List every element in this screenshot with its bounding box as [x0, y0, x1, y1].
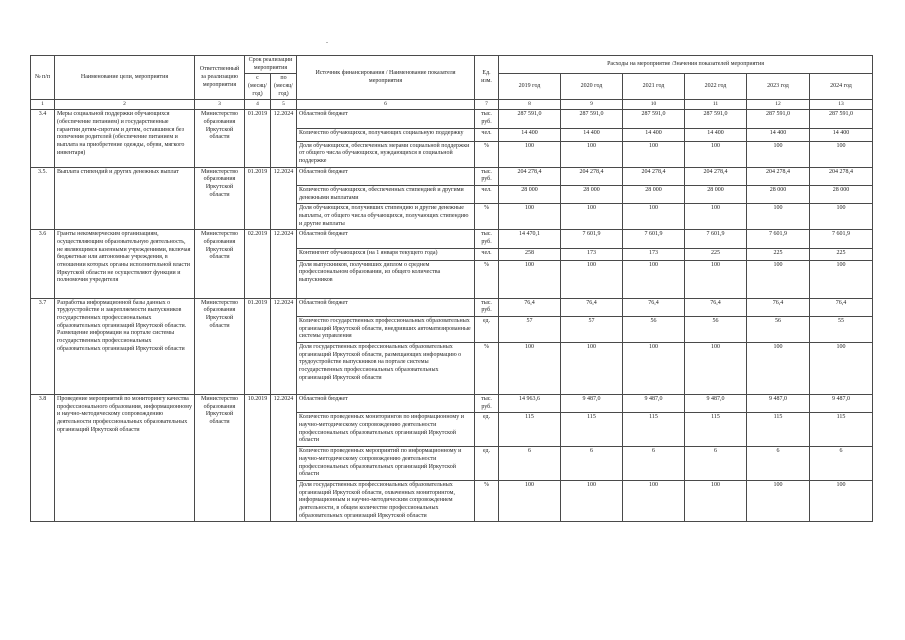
- year-value-cell: 6: [499, 447, 561, 481]
- header-expenses: Расходы на мероприятие /Значения показателей мероприятия: [499, 56, 873, 74]
- year-value-cell: 100: [499, 204, 561, 230]
- indicator-label: Доля государственных профессиональных образовательных организаций Иркутской области, размещающих информацию о трудоустройстве выпускников на портале системы государственных профессиональных образовательных организаций Иркутской области: [297, 343, 475, 395]
- year-value-cell: 287 591,0: [685, 110, 747, 128]
- year-value-cell: 100: [499, 260, 561, 298]
- year-value-cell: 100: [747, 141, 810, 167]
- year-value-cell: 100: [685, 141, 747, 167]
- year-value-cell: 100: [499, 480, 561, 521]
- indicator-label: Доля выпускников, получивших диплом о среднем профессиональном образовании, из общего количества выпускников: [297, 260, 475, 298]
- year-value-cell: 100: [561, 480, 623, 521]
- measure-name: Выплата стипендий и других денежных выплат: [55, 167, 195, 230]
- year-value-cell: 7 601,9: [561, 230, 623, 248]
- indicator-unit: %: [475, 343, 499, 395]
- measure-responsible: Министерство образования Иркутской области: [195, 110, 245, 167]
- table-row: [31, 298, 873, 316]
- year-value-cell: 7 601,9: [685, 230, 747, 248]
- year-value-cell: 76,4: [499, 298, 561, 316]
- year-value-cell: 115: [623, 413, 685, 447]
- year-value-cell: 204 278,4: [810, 167, 873, 185]
- year-value-cell: 9 487,0: [685, 395, 747, 413]
- year-value-cell: 115: [499, 413, 561, 447]
- year-value-cell: 9 487,0: [810, 395, 873, 413]
- header-responsible: Ответственный за реализацию мероприятия: [195, 56, 245, 100]
- indicator-unit: %: [475, 260, 499, 298]
- measure-number: 3.8: [31, 395, 55, 522]
- year-value-cell: 9 487,0: [623, 395, 685, 413]
- table-row: [31, 110, 873, 128]
- indicator-unit: ед.: [475, 447, 499, 481]
- measure-number: 3.5.: [31, 167, 55, 230]
- indicator-unit: %: [475, 480, 499, 521]
- year-value-cell: 100: [685, 343, 747, 395]
- measure-start: 02.2019: [245, 230, 271, 298]
- measure-name: Разработка информационной базы данных о трудоустройстве и закрепляемости выпускников государственных профессиональных образовательных организаций Иркутской области. Размещение информации на портале системы государственных профессиональных образовательных организаций Иркутской области: [55, 298, 195, 394]
- indicator-label: Областной бюджет: [297, 230, 475, 248]
- year-value-cell: 76,4: [623, 298, 685, 316]
- column-number: 12: [747, 100, 810, 110]
- column-number: 2: [55, 100, 195, 110]
- year-value-cell: 100: [685, 204, 747, 230]
- year-value-cell: 28 000: [561, 186, 623, 204]
- year-value-cell: 76,4: [685, 298, 747, 316]
- year-value-cell: 100: [747, 343, 810, 395]
- year-value-cell: 28 000: [685, 186, 747, 204]
- year-value-cell: 225: [685, 248, 747, 260]
- year-value-cell: 14 400: [561, 128, 623, 141]
- column-number: 8: [499, 100, 561, 110]
- measure-end: 12.2024: [271, 230, 297, 298]
- year-value-cell: 204 278,4: [747, 167, 810, 185]
- column-number: 1: [31, 100, 55, 110]
- year-value-cell: 287 591,0: [747, 110, 810, 128]
- year-value-cell: 100: [747, 260, 810, 298]
- indicator-unit: ед.: [475, 317, 499, 343]
- year-value-cell: 100: [810, 141, 873, 167]
- table-row: [31, 167, 873, 185]
- column-number: 13: [810, 100, 873, 110]
- year-value-cell: 28 000: [747, 186, 810, 204]
- measure-number: 3.7: [31, 298, 55, 394]
- measure-end: 12.2024: [271, 298, 297, 394]
- header-year: 2022 год: [685, 74, 747, 100]
- measure-end: 12.2024: [271, 167, 297, 230]
- measure-name: Меры социальной поддержки обучающихся (обеспечение питанием) и государственные гарантии детям-сиротам и детям, оставшимся без попечения родителей (обеспечение питанием и выплата на приобретение одежды, обуви, мягкого инвентаря): [55, 110, 195, 167]
- year-value-cell: 100: [561, 260, 623, 298]
- header-year: 2020 год: [561, 74, 623, 100]
- column-number: 7: [475, 100, 499, 110]
- year-value-cell: 115: [810, 413, 873, 447]
- year-value-cell: 287 591,0: [810, 110, 873, 128]
- measure-start: 01.2019: [245, 298, 271, 394]
- year-value-cell: 100: [685, 480, 747, 521]
- indicator-label: Количество обучающихся, обеспеченных стипендией и другими денежными выплатами: [297, 186, 475, 204]
- indicator-label: Доля государственных профессиональных образовательных организаций Иркутской области, охваченных мониторингом, информационным и научно-методическим сопровождением деятельности, в общем количестве профессиональных образовательных организаций Иркутской области: [297, 480, 475, 521]
- year-value-cell: 100: [810, 260, 873, 298]
- indicator-label: Количество проведенных мероприятий по информационному и научно-методическому сопровождению деятельности профессиональных образовательных организаций Иркутской области: [297, 447, 475, 481]
- indicator-unit: чел.: [475, 128, 499, 141]
- measure-responsible: Министерство образования Иркутской области: [195, 298, 245, 394]
- measure-end: 12.2024: [271, 110, 297, 167]
- measures-table-wrapper: [30, 55, 873, 522]
- year-value-cell: 100: [810, 343, 873, 395]
- header-year: 2019 год: [499, 74, 561, 100]
- column-number: 9: [561, 100, 623, 110]
- indicator-unit: тыс. руб.: [475, 167, 499, 185]
- indicator-unit: тыс. руб.: [475, 110, 499, 128]
- year-value-cell: 225: [747, 248, 810, 260]
- measure-responsible: Министерство образования Иркутской области: [195, 230, 245, 298]
- table-row: [31, 395, 873, 413]
- year-value-cell: 100: [561, 343, 623, 395]
- column-number: 11: [685, 100, 747, 110]
- year-value-cell: 100: [623, 141, 685, 167]
- year-value-cell: 14 963,6: [499, 395, 561, 413]
- year-value-cell: 287 591,0: [561, 110, 623, 128]
- column-number-row: [31, 100, 873, 110]
- column-number: 10: [623, 100, 685, 110]
- year-value-cell: 204 278,4: [623, 167, 685, 185]
- year-value-cell: 28 000: [499, 186, 561, 204]
- header-year: 2024 год: [810, 74, 873, 100]
- indicator-label: Количество проведенных мониторингов по информационному и научно-методическому сопровождению деятельности профессиональных образовательных организаций Иркутской области: [297, 413, 475, 447]
- measure-start: 01.2019: [245, 110, 271, 167]
- indicator-unit: тыс. руб.: [475, 230, 499, 248]
- measure-responsible: Министерство образования Иркутской области: [195, 167, 245, 230]
- year-value-cell: 56: [747, 317, 810, 343]
- year-value-cell: 7 601,9: [623, 230, 685, 248]
- year-value-cell: 14 400: [499, 128, 561, 141]
- year-value-cell: 100: [561, 141, 623, 167]
- column-number: 6: [297, 100, 475, 110]
- column-number: 3: [195, 100, 245, 110]
- year-value-cell: 115: [561, 413, 623, 447]
- year-value-cell: 6: [623, 447, 685, 481]
- measure-name: Гранты некоммерческим организациям, осуществляющим образовательную деятельность, не являющимся казенными учреждениями, включая бюджетные или автономные учреждения, в отношении которых органы исполнительной власти Иркутской области не осуществляют функции и полномочия учредителя: [55, 230, 195, 298]
- year-value-cell: 76,4: [561, 298, 623, 316]
- measure-start: 01.2019: [245, 167, 271, 230]
- year-value-cell: 173: [561, 248, 623, 260]
- year-value-cell: 76,4: [747, 298, 810, 316]
- column-number: 5: [271, 100, 297, 110]
- year-value-cell: 100: [499, 343, 561, 395]
- indicator-unit: %: [475, 204, 499, 230]
- header-period-from: с (месяц/ год): [245, 74, 271, 100]
- year-value-cell: 76,4: [810, 298, 873, 316]
- header-num: № п/п: [31, 56, 55, 100]
- year-value-cell: 204 278,4: [685, 167, 747, 185]
- header-period-to: по (месяц/ год): [271, 74, 297, 100]
- header-source: Источник финансирования / Наименование показателя мероприятия: [297, 56, 475, 100]
- indicator-label: Доля обучающихся, получивших стипендию и другие денежные выплаты, от общего числа обучающихся, получающих стипендию и другие выплаты: [297, 204, 475, 230]
- indicator-label: Контингент обучающихся (на 1 января текущего года): [297, 248, 475, 260]
- header-year: 2023 год: [747, 74, 810, 100]
- year-value-cell: 14 400: [810, 128, 873, 141]
- year-value-cell: 14 400: [623, 128, 685, 141]
- year-value-cell: 9 487,0: [561, 395, 623, 413]
- year-value-cell: 204 278,4: [561, 167, 623, 185]
- year-value-cell: 100: [561, 204, 623, 230]
- year-value-cell: 100: [623, 343, 685, 395]
- header-year: 2021 год: [623, 74, 685, 100]
- year-value-cell: 115: [685, 413, 747, 447]
- table-body: [31, 110, 873, 522]
- year-value-cell: 7 601,9: [810, 230, 873, 248]
- measure-start: 10.2019: [245, 395, 271, 522]
- year-value-cell: 100: [499, 141, 561, 167]
- year-value-cell: 115: [747, 413, 810, 447]
- indicator-label: Областной бюджет: [297, 298, 475, 316]
- measures-table: [30, 55, 873, 522]
- year-value-cell: 258: [499, 248, 561, 260]
- indicator-label: Количество государственных профессиональных образовательных организаций Иркутской области, внедривших автоматизированные системы управления: [297, 317, 475, 343]
- year-value-cell: 100: [747, 480, 810, 521]
- table-row: [31, 230, 873, 248]
- year-value-cell: 7 601,9: [747, 230, 810, 248]
- year-value-cell: 56: [623, 317, 685, 343]
- year-value-cell: 100: [747, 204, 810, 230]
- year-value-cell: 57: [499, 317, 561, 343]
- year-value-cell: 225: [810, 248, 873, 260]
- year-value-cell: 100: [810, 204, 873, 230]
- column-number: 4: [245, 100, 271, 110]
- measure-number: 3.6: [31, 230, 55, 298]
- year-value-cell: 173: [623, 248, 685, 260]
- year-value-cell: 287 591,0: [499, 110, 561, 128]
- indicator-unit: чел.: [475, 248, 499, 260]
- year-value-cell: 100: [685, 260, 747, 298]
- indicator-unit: %: [475, 141, 499, 167]
- year-value-cell: 6: [561, 447, 623, 481]
- year-value-cell: 55: [810, 317, 873, 343]
- measure-responsible: Министерство образования Иркутской области: [195, 395, 245, 522]
- year-value-cell: 287 591,0: [623, 110, 685, 128]
- measure-number: 3.4: [31, 110, 55, 167]
- year-value-cell: 14 470,1: [499, 230, 561, 248]
- indicator-label: Областной бюджет: [297, 395, 475, 413]
- year-value-cell: 100: [623, 260, 685, 298]
- header-unit: Ед. изм.: [475, 56, 499, 100]
- year-value-cell: 28 000: [810, 186, 873, 204]
- measure-end: 12.2024: [271, 395, 297, 522]
- year-value-cell: 9 487,0: [747, 395, 810, 413]
- header-name: Наименование цели, мероприятия: [55, 56, 195, 100]
- year-value-cell: 57: [561, 317, 623, 343]
- year-value-cell: 14 400: [685, 128, 747, 141]
- table-header: [31, 56, 873, 110]
- year-value-cell: 6: [685, 447, 747, 481]
- year-value-cell: 6: [747, 447, 810, 481]
- year-value-cell: 204 278,4: [499, 167, 561, 185]
- measure-name: Проведение мероприятий по мониторингу качества профессионального образования, информационному и научно-методическому сопровождению деятельности профессиональных образовательных организаций Иркутской области: [55, 395, 195, 522]
- year-value-cell: 100: [810, 480, 873, 521]
- indicator-unit: тыс. руб.: [475, 298, 499, 316]
- year-value-cell: 56: [685, 317, 747, 343]
- year-value-cell: 28 000: [623, 186, 685, 204]
- year-value-cell: 100: [623, 204, 685, 230]
- indicator-label: Количество обучающихся, получающих социальную поддержку: [297, 128, 475, 141]
- indicator-unit: тыс. руб.: [475, 395, 499, 413]
- indicator-label: Областной бюджет: [297, 110, 475, 128]
- year-value-cell: 14 400: [747, 128, 810, 141]
- indicator-unit: чел.: [475, 186, 499, 204]
- page-mark: .: [326, 36, 328, 45]
- header-period: Срок реализации мероприятия: [245, 56, 297, 74]
- year-value-cell: 6: [810, 447, 873, 481]
- indicator-label: Областной бюджет: [297, 167, 475, 185]
- indicator-label: Доля обучающихся, обеспеченных мерами социальной поддержки от общего числа обучающихся, нуждающихся в социальной поддержке: [297, 141, 475, 167]
- indicator-unit: ед.: [475, 413, 499, 447]
- year-value-cell: 100: [623, 480, 685, 521]
